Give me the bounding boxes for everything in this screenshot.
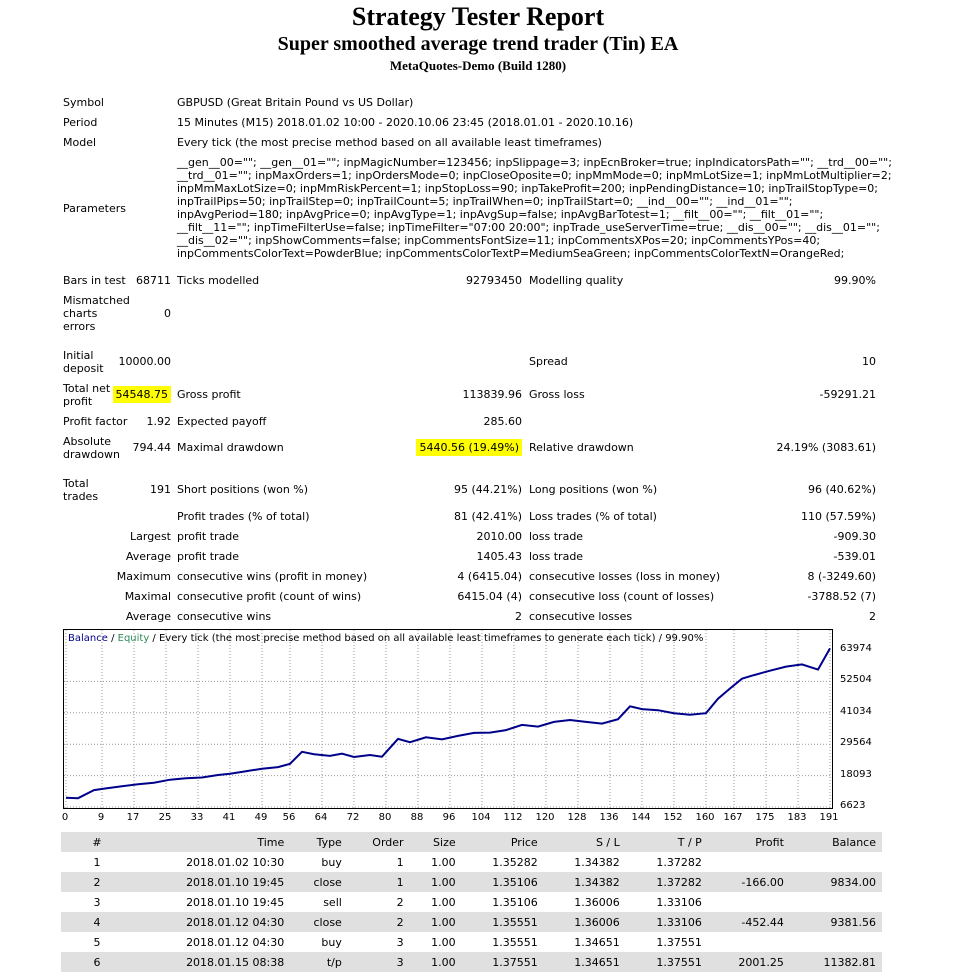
alt-label: loss trade <box>529 550 584 563</box>
table-cell: buy <box>321 935 342 949</box>
table-cell: 6 <box>61 952 133 972</box>
short-label: Short positions (won %) <box>177 483 309 496</box>
llt-label: loss trade <box>529 530 584 543</box>
pf-value: 1.92 <box>146 415 171 428</box>
table-cell: 1.34651 <box>544 952 626 972</box>
server-build: MetaQuotes-Demo (Build 1280) <box>389 58 567 73</box>
table-cell: 1.37551 <box>626 952 708 972</box>
ticks-label: Ticks modelled <box>177 274 260 287</box>
table-cell: 2 <box>396 895 404 909</box>
maxdd-value <box>400 441 522 454</box>
table-cell: 1.37282 <box>626 872 708 892</box>
table-cell: 1.37551 <box>462 952 544 972</box>
x-tick-label: 88 <box>410 812 424 823</box>
table-cell: 1.00 <box>410 952 462 972</box>
x-tick-label: 33 <box>190 812 204 823</box>
table-cell <box>708 932 790 952</box>
column-header: S / L <box>544 832 626 852</box>
table-cell: 1.34651 <box>574 935 620 949</box>
largest-label: Largest <box>130 530 171 543</box>
parameters-value: __gen__00=""; __gen__01=""; inpMagicNumber=123456; inpSlippage=3; inpEcnBroker=true; inpIndicatorsPath=""; __trd__00=""; __trd__01=""; inpMaxOrders=1; inpOrdersMode=0; inpCloseOposite=0; inpMmMode=0; inpMmLotSize=1; inpMmLotMultiplier=2; inpMmMaxLotSize=0; inpMmRiskPercent=1; inpStopLoss=90; inpTakeProfit=200; inpPendingDistance=10; inpTrailStopType=0; inpTrailPips=50; inpTrailStep=0; inpTrailCount=5; inpTrailWhen=0; inpTrailStart=0; __ind__00=""; __ind__01=""; inpAvgPeriod=180; inpAvgPrice=0; inpAvgType=1; inpAvgSup=false; inpAvgBarTotest=1; __filt__00=""; __filt__01=""; __filt__11=""; inpTimeFilterUse=false; inpTimeFilter="07:00 20:00"; inpTrade_useServerTime=true; __dis__00=""; __dis__01=""; __dis__02=""; inpShowComments=false; inpCommentsFontSize=11; inpCommentsXPos=20; inpCommentsYPos=40; inpCommentsColorText=PowderBlue; inpCommentsColorTextP=MediumSeaGreen; inpCommentsColorTextN=OrangeRed; <box>177 156 892 260</box>
table-cell: 5 <box>93 935 101 949</box>
table-cell: 3 <box>93 895 101 909</box>
payoff-label: Expected payoff <box>177 415 267 428</box>
period-label: Period <box>63 116 98 129</box>
long-value: 96 (40.62%) <box>807 483 876 496</box>
ea-name: Super smoothed average trend trader (Tin) EA <box>277 33 679 55</box>
column-header: Balance <box>790 832 882 852</box>
deposit-label: Initial deposit <box>63 349 104 375</box>
legend-separator: / <box>107 633 118 644</box>
period-value: 15 Minutes (M15) 2018.01.02 10:00 - 2020.10.06 23:45 (2018.01.01 - 2020.10.16) <box>177 116 634 129</box>
trades-value: 191 <box>150 483 171 496</box>
x-tick-label: 49 <box>254 812 268 823</box>
x-tick-label: 183 <box>787 812 807 823</box>
spread-label: Spread <box>529 355 568 368</box>
acw-value: 2 <box>515 610 522 623</box>
trades-table <box>61 832 882 972</box>
table-cell <box>790 892 882 912</box>
column-header: Time <box>133 832 290 852</box>
table-cell: t/p <box>290 952 348 972</box>
grossloss-label: Gross loss <box>529 388 585 401</box>
mcls-value: -3788.52 (7) <box>807 590 876 603</box>
table-cell: 1.00 <box>410 912 462 932</box>
bars-value: 68711 <box>136 274 171 287</box>
x-tick-label: 0 <box>61 812 69 823</box>
x-tick-label: 120 <box>535 812 555 823</box>
table-cell <box>708 852 790 872</box>
table-cell: 2018.01.15 08:38 <box>133 952 290 972</box>
x-tick-label: 104 <box>471 812 491 823</box>
table-cell: 1.35106 <box>462 872 544 892</box>
report-title: Strategy Tester Report <box>351 2 605 31</box>
table-cell: 3 <box>348 952 410 972</box>
y-tick-label: 6623 <box>840 800 866 811</box>
mcw-label: consecutive wins (profit in money) <box>177 570 368 583</box>
long-label: Long positions (won %) <box>529 483 658 496</box>
column-header: Profit <box>708 832 790 852</box>
mcw-value: 4 (6415.04) <box>457 570 522 583</box>
table-cell: 2018.01.10 19:45 <box>186 895 285 909</box>
x-tick-label: 25 <box>158 812 172 823</box>
table-cell: 1.36006 <box>544 912 626 932</box>
table-cell: 1.33106 <box>626 912 708 932</box>
table-row <box>61 892 882 912</box>
table-cell: 11382.81 <box>790 952 882 972</box>
table-cell: buy <box>321 855 342 869</box>
table-cell: 4 <box>61 912 133 932</box>
table-row <box>61 872 882 892</box>
mcls-label: consecutive loss (count of losses) <box>529 590 715 603</box>
table-cell: 1.00 <box>431 855 456 869</box>
table-cell: close <box>290 912 348 932</box>
reldd-label: Relative drawdown <box>529 441 634 454</box>
mismatch-label: Mismatched charts errors <box>63 294 130 333</box>
model-label: Model <box>63 136 97 149</box>
mcl-value: 8 (-3249.60) <box>807 570 876 583</box>
table-cell: 2018.01.12 04:30 <box>133 912 290 932</box>
table-cell: 2001.25 <box>708 952 790 972</box>
maxdd-highlight: 5440.56 (19.49%) <box>416 439 522 456</box>
payoff-value: 285.60 <box>483 415 522 428</box>
x-tick-label: 128 <box>567 812 587 823</box>
x-tick-label: 96 <box>442 812 456 823</box>
grossprofit-label: Gross profit <box>177 388 241 401</box>
table-cell: sell <box>323 895 342 909</box>
table-cell: 1.33106 <box>656 895 702 909</box>
bars-label: Bars in test <box>63 274 126 287</box>
table-cell: 1.35282 <box>492 855 538 869</box>
x-tick-label: 191 <box>819 812 839 823</box>
mismatch-value: 0 <box>164 307 171 320</box>
table-cell: 1.36006 <box>574 895 620 909</box>
table-cell: 2 <box>348 912 410 932</box>
table-cell: 1.35551 <box>462 912 544 932</box>
x-tick-label: 167 <box>723 812 743 823</box>
absdd-label: Absolute drawdown <box>63 435 120 461</box>
y-tick-label: 18093 <box>840 768 872 780</box>
table-cell: 1 <box>396 855 404 869</box>
parameters-label: Parameters <box>63 202 126 215</box>
table-cell: 1.00 <box>431 935 456 949</box>
ltrades-value: 110 (57.59%) <box>800 510 876 523</box>
table-cell: -452.44 <box>708 912 790 932</box>
column-header: Type <box>290 832 348 852</box>
x-tick-label: 64 <box>314 812 328 823</box>
average2-label: Average <box>125 610 171 623</box>
y-tick-label: 63974 <box>840 643 872 654</box>
symbol-value: GBPUSD (Great Britain Pound vs US Dollar) <box>177 96 414 109</box>
table-cell: 1.34382 <box>574 855 620 869</box>
spread-value: 10 <box>862 355 876 368</box>
column-header: Price <box>462 832 544 852</box>
column-header: T / P <box>626 832 708 852</box>
column-header: Size <box>410 832 462 852</box>
table-cell <box>790 932 882 952</box>
table-cell: 1.35106 <box>492 895 538 909</box>
x-tick-label: 160 <box>695 812 715 823</box>
table-cell: 2 <box>61 872 133 892</box>
table-cell: 1.35551 <box>492 935 538 949</box>
netprofit-label: Total net profit <box>63 382 111 408</box>
table-cell: 1.00 <box>431 895 456 909</box>
deposit-value: 10000.00 <box>118 355 171 368</box>
x-tick-label: 80 <box>378 812 392 823</box>
table-cell: 2018.01.02 10:30 <box>186 855 285 869</box>
table-cell: 1.00 <box>410 872 462 892</box>
x-tick-label: 9 <box>97 812 105 823</box>
legend-description: / Every tick (the most precise method based on all available least timeframes to generate each tick) / 99.90% <box>149 633 704 644</box>
x-tick-label: 56 <box>282 812 296 823</box>
legend-balance: Balance <box>68 633 108 644</box>
trades-body <box>61 852 882 972</box>
acl-label: consecutive losses <box>529 610 633 623</box>
x-tick-label: 41 <box>222 812 236 823</box>
balance-chart <box>63 629 893 825</box>
y-tick-label: 52504 <box>840 674 872 686</box>
table-cell: 9381.56 <box>790 912 882 932</box>
legend-equity: Equity <box>117 633 150 644</box>
netprofit-value <box>110 388 171 401</box>
table-cell: 3 <box>396 935 404 949</box>
absdd-value: 794.44 <box>132 441 171 454</box>
table-row <box>61 852 882 872</box>
table-cell: 1.37282 <box>656 855 702 869</box>
chart-legend <box>68 633 703 644</box>
x-tick-label: 152 <box>663 812 683 823</box>
y-tick-label: 29564 <box>840 737 872 749</box>
column-header: Order <box>348 832 410 852</box>
chart-frame <box>63 629 833 809</box>
table-cell: 2018.01.12 04:30 <box>186 935 285 949</box>
pf-label: Profit factor <box>63 415 128 428</box>
table-cell: close <box>290 872 348 892</box>
mcl-label: consecutive losses (loss in money) <box>529 570 721 583</box>
y-tick-label: 41034 <box>840 705 872 717</box>
ptrades-value: 81 (42.41%) <box>453 510 522 523</box>
acw-label: consecutive wins <box>177 610 272 623</box>
trades-header-row <box>61 832 882 852</box>
quality-label: Modelling quality <box>529 274 624 287</box>
table-row <box>61 912 882 932</box>
x-tick-label: 17 <box>126 812 140 823</box>
maxdd-label: Maximal drawdown <box>177 441 284 454</box>
trades-label: Total trades <box>63 477 99 503</box>
x-tick-label: 112 <box>503 812 523 823</box>
mcp-value: 6415.04 (4) <box>457 590 522 603</box>
table-row <box>61 952 882 972</box>
table-cell: 2018.01.10 19:45 <box>133 872 290 892</box>
lpt-value: 2010.00 <box>476 530 522 543</box>
x-tick-label: 175 <box>755 812 775 823</box>
grossprofit-value: 113839.96 <box>462 388 522 401</box>
table-cell: 1.37551 <box>656 935 702 949</box>
ltrades-label: Loss trades (% of total) <box>529 510 657 523</box>
model-value: Every tick (the most precise method based on all available least timeframes) <box>177 136 602 149</box>
llt-value: -909.30 <box>833 530 876 543</box>
chart-plot <box>64 630 832 808</box>
reldd-value: 24.19% (3083.61) <box>776 441 876 454</box>
maximal-label: Maximal <box>124 590 171 603</box>
acl-value: 2 <box>869 610 876 623</box>
apt-label: profit trade <box>177 550 240 563</box>
x-tick-label: 144 <box>631 812 651 823</box>
maximum-label: Maximum <box>116 570 171 583</box>
symbol-label: Symbol <box>63 96 104 109</box>
x-tick-label: 72 <box>346 812 360 823</box>
ptrades-label: Profit trades (% of total) <box>177 510 310 523</box>
table-cell <box>790 852 882 872</box>
ticks-value: 92793450 <box>466 274 522 287</box>
quality-value: 99.90% <box>834 274 876 287</box>
table-cell: 1 <box>348 872 410 892</box>
grossloss-value: -59291.21 <box>819 388 876 401</box>
table-cell: 9834.00 <box>790 872 882 892</box>
mcp-label: consecutive profit (count of wins) <box>177 590 362 603</box>
alt-value: -539.01 <box>833 550 876 563</box>
table-row <box>61 932 882 952</box>
lpt-label: profit trade <box>177 530 240 543</box>
column-header: # <box>61 832 133 852</box>
x-tick-label: 136 <box>599 812 619 823</box>
average-label: Average <box>125 550 171 563</box>
short-value: 95 (44.21%) <box>453 483 522 496</box>
netprofit-highlight: 54548.75 <box>113 386 172 403</box>
table-cell: 1.34382 <box>544 872 626 892</box>
table-cell: 1 <box>93 855 101 869</box>
apt-value: 1405.43 <box>476 550 522 563</box>
table-cell <box>708 892 790 912</box>
table-cell: -166.00 <box>708 872 790 892</box>
